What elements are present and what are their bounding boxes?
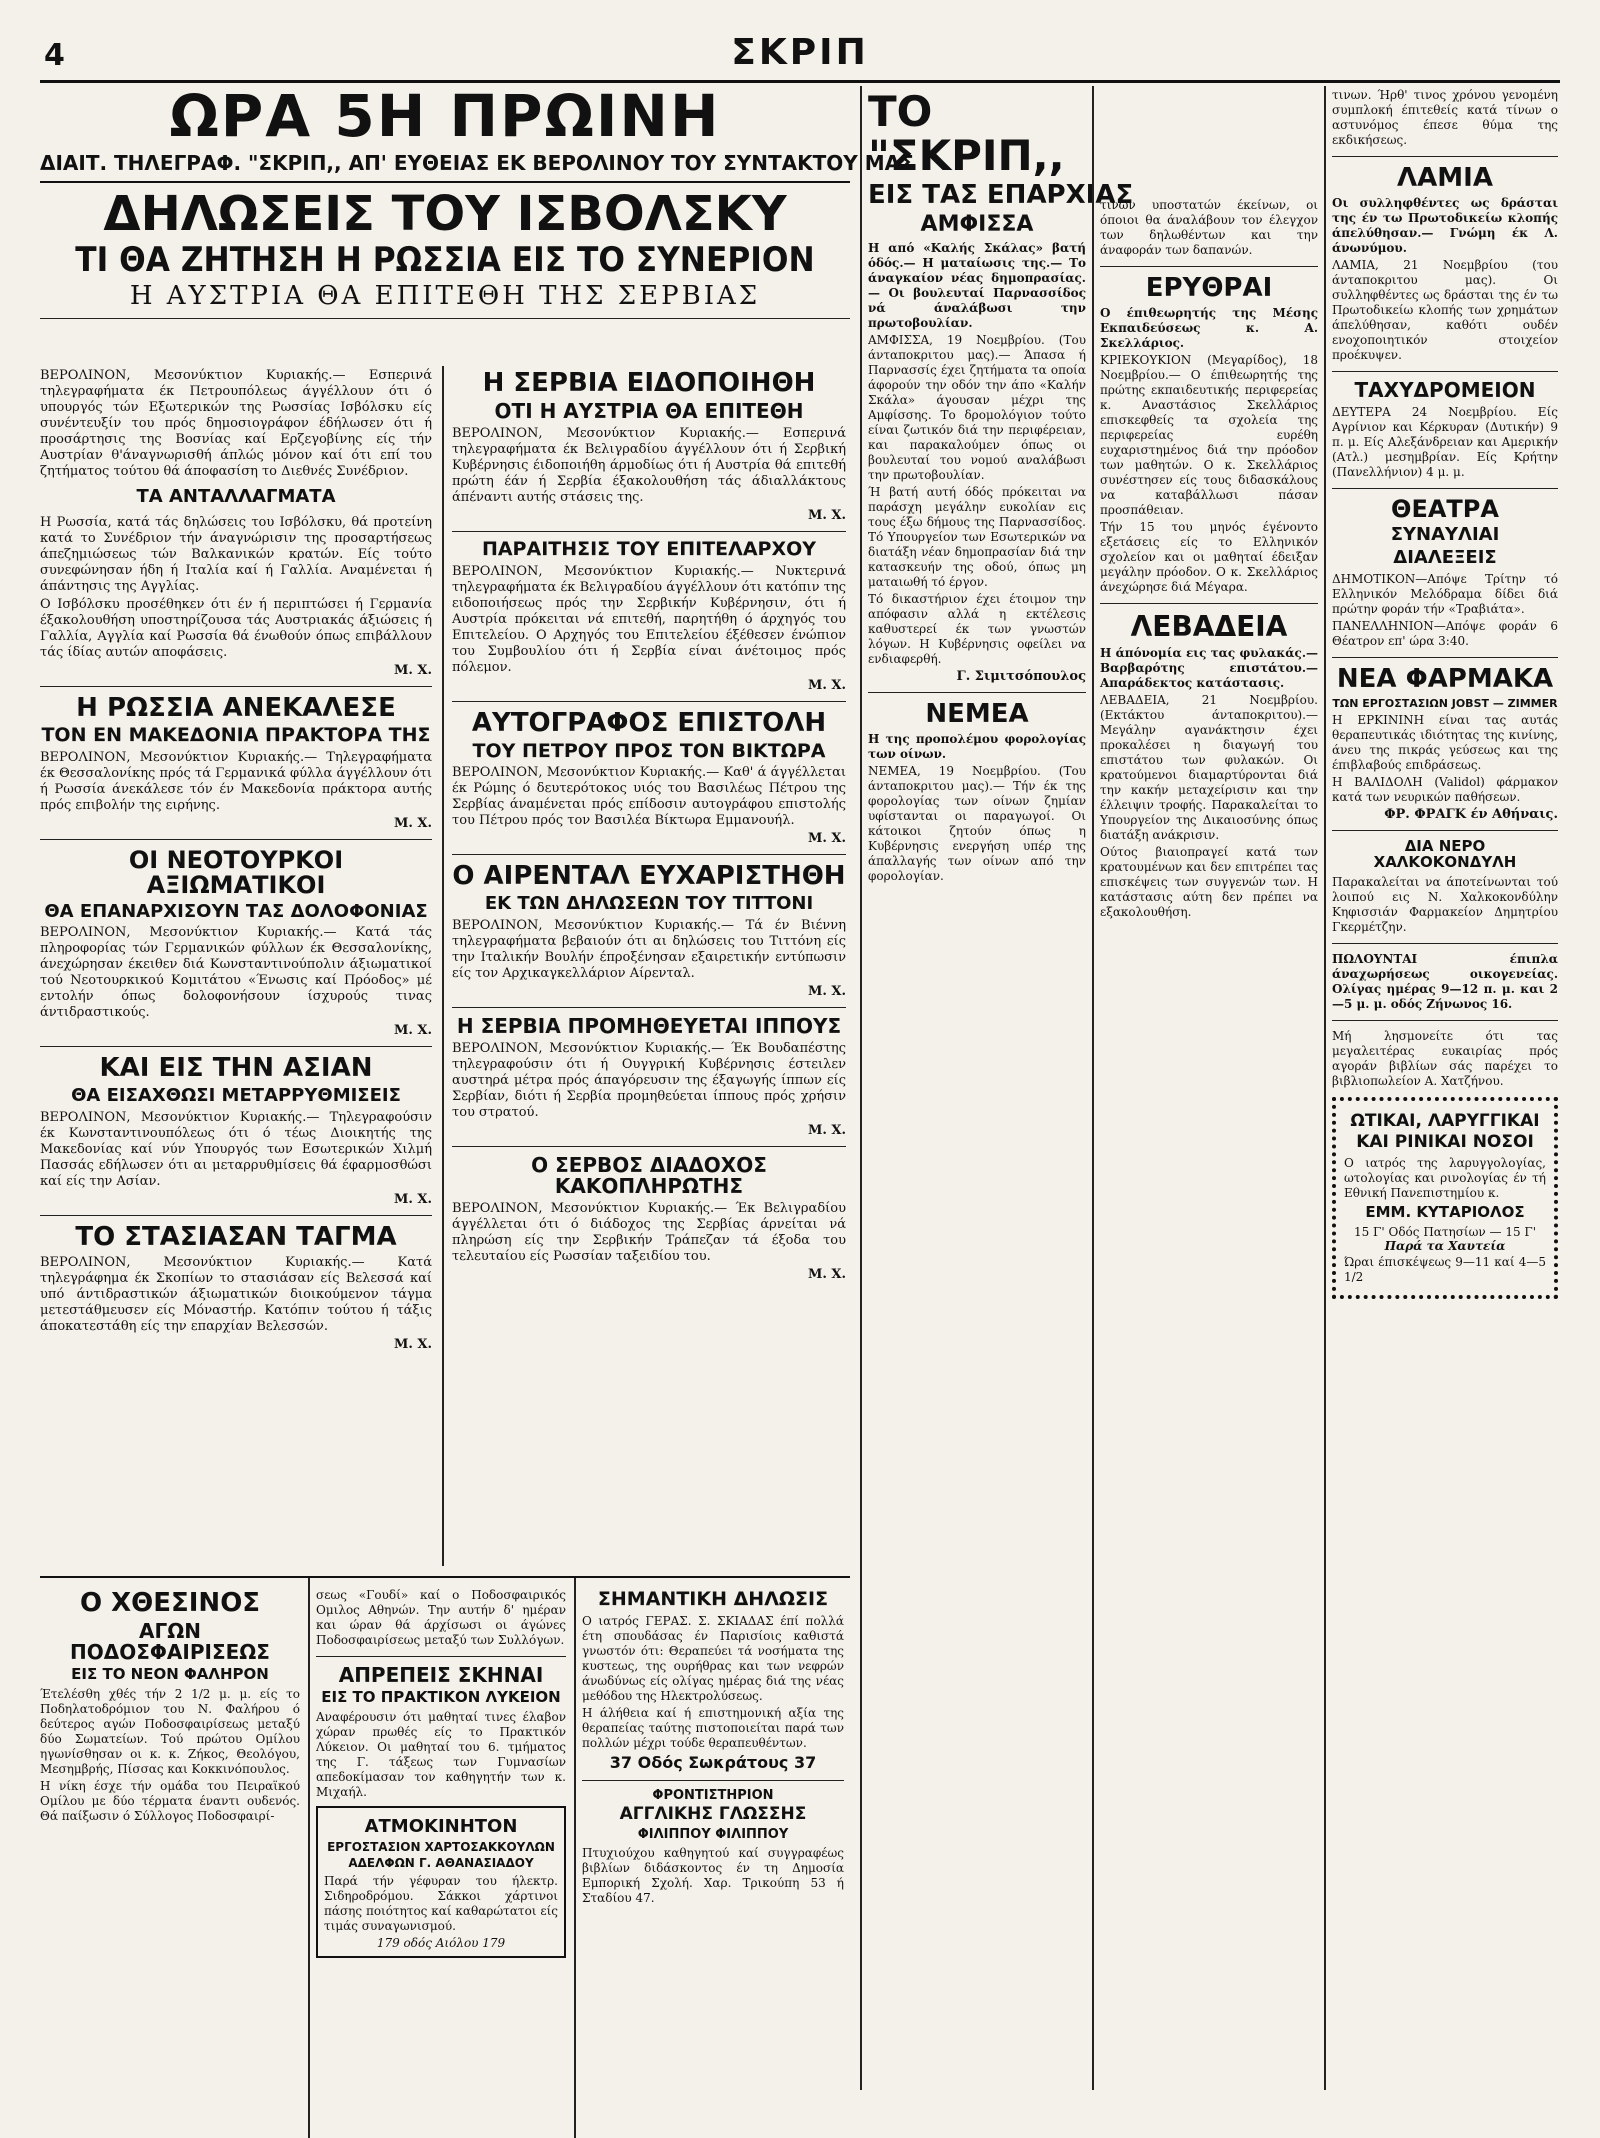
article-subhead: ΤΟΝ ΕΝ ΜΑΚΕΔΟΝΙΑ ΠΡΑΚΤΟΡΑ ΤΗΣ [41, 724, 431, 747]
lead-deck: Η ΑΥΣΤΡΙΑ ΘΑ ΕΠΙΤΕΘΗ ΤΗΣ ΣΕΡΒΙΑΣ [129, 280, 761, 311]
section-title: ΤΟ "ΣΚΡΙΠ,, [868, 87, 1065, 181]
dispatch-text: Τήν 15 του μηνός έγένοντο εξετάσεις είς το Ελληνικόν σχολείον και οι μαθηταί έδειξαν μεγάλην πρόοδον. Ο κ. Σκελλάριος άνεχώρησε διά Μέγαρα. [1100, 520, 1318, 595]
article-signature: Μ. Χ. [807, 1122, 846, 1138]
ent-doctor-ad [1332, 1097, 1558, 1299]
ad-doctor-name: ΕΜΜ. ΚΥΤΑΡΙΟΛΟΣ [1365, 1203, 1525, 1222]
ad-address: Παρά τα Χαυτεία [1384, 1239, 1506, 1254]
ad-title: ΑΤΜΟΚΙΝΗΤΟΝ [364, 1815, 518, 1837]
ad-address: 15 Γ' Οδός Πατησίων — 15 Γ' [1353, 1225, 1537, 1240]
article-headline: ΟΙ ΝΕΟΤΟΥΡΚΟΙ ΑΞΙΩΜΑΤΙΚΟΙ [128, 846, 344, 900]
ad-text: Παρακαλείται να άποτείνωνται τού λοιπού εις Ν. Χαλκοκονδύλην Κηφισσιάν Φαρμακείον Δημητρίου Γκερμέτζην. [1332, 874, 1558, 934]
dispatch-summary: Η της προπολέμου φορολογίας των οίνων. [868, 731, 1086, 761]
dispatch-place: ΛΕΒΑΔΕΙΑ [1130, 610, 1288, 644]
dispatch-summary: Η από «Καλής Σκάλας» βατή όδός.— Η ματαίωσις της.— Το άναγκαίον νέας δημοπρασίας.— Οι βουλευταί Παρνασσίδος νά άναλάβωσι την πρωτοβουλίαν. [868, 240, 1086, 330]
column-5 [1332, 86, 1558, 2090]
article-text: ΒΕΡΟΛΙΝΟΝ, Μεσονύκτιον Κυριακής.— Έκ Βουδαπέστης τηλεγραφούσιν ότι ή Ουγγρική Κυβέρνησις έστειλεν αυστηρά μέτρα πρός άπαγόρευσιν της έξαγωγής ίππων είς Σερβίαν, διότι ή Σερβία προμηθεύεται ίππους πρός χρήσιν του στρατού. [452, 1040, 846, 1120]
column-4 [1100, 86, 1318, 2090]
column-1 [40, 366, 432, 1352]
dispatch-text: Ούτος βιαιοπραγεί κατά των κρατουμένων και δεν επιτρέπει τας επισκέψεις των συγγενών των. Η κατάστασις αύτη δεν πρέπει να εξακολουθήση. [1100, 844, 1318, 919]
article-text: ΒΕΡΟΛΙΝΟΝ, Μεσονύκτιον Κυριακής.— Τηλεγραφήματα έκ Θεσσαλονίκης πρός τά Γερμανικά φύλλα άγγέλλουν ότι ή Ρωσσία άνεκάλεσε τόν έν Μακεδονία πράκτορα αυτής πρός επιβολήν της ειρήνης. [40, 750, 432, 814]
article-headline: Η ΡΩΣΣΙΑ ΑΝΕΚΑΛΕΣΕ [76, 692, 396, 723]
dispatch-summary: Ο έπιθεωρητής της Μέσης Εκπαιδεύσεως κ. Α. Σκελλάριος. [1100, 306, 1318, 351]
page-number: 4 [44, 38, 65, 73]
dispatch-text: τινων. Ήρθ' τινος χρόνου γενομένη συμπλοκή έπιτεθείς κατά τίνων ο αστυνόμος έπεσε θύμα της εκδικήσεως. [1332, 88, 1558, 147]
article-subhead: ΤΟΥ ΠΕΤΡΟΥ ΠΡΟΣ ΤΟΝ ΒΙΚΤΩΡΑ [472, 739, 826, 762]
ad-text: ΠΩΛΟΥΝΤΑΙ έπιπλα άναχωρήσεως οικογενείας. Ολίγας ημέρας 9—12 π. μ. και 2—5 μ. μ. οδός Ζήνωνος 16. [1332, 951, 1558, 1011]
ad-text: Ο ιατρός της λαρυγγολογίας, ωτολογίας και ρινολογίας έν τή Εθνική Πανεπιστημίου κ. [1344, 1156, 1546, 1201]
dispatch-text: Ή βατή αυτή όδός πρόκειται να παράσχη μεγάλην ευκολίαν εις τους έξω δήμους της Παρνασσίδος. Τό Υπουργείον των Εσωτερικών να διατάξη νέαν δημοπρασίαν διά την κατασκευήν της οδού, όπως μη ματαιωθή τό έργον. [868, 484, 1086, 589]
article-headline: ΚΑΙ ΕΙΣ ΤΗΝ ΑΣΙΑΝ [99, 1053, 373, 1084]
ad-title: ΦΡΟΝΤΙΣΤΗΡΙΟΝ [652, 1787, 774, 1803]
section-heading: ΤΑΧΥΔΡΟΜΕΙΟΝ [1354, 378, 1536, 403]
bottom-row [40, 1576, 850, 1950]
lead-divider [40, 318, 850, 319]
article-text: ΒΕΡΟΛΙΝΟΝ, Μεσονύκτιον Κυριακής.— Έκ Βελιγραδίου άγγέλλεται ότι ό διάδοχος της Σερβίας άρνείται νά πληρώση είς την Σερβικήν Τράπεζαν τά έξοδα του τελευταίου είς Ρωσσίαν ταξειδίου του. [452, 1200, 846, 1264]
dispatch-summary: Οι συλληφθέντες ως δράσται της έν τω Πρωτοδικείω κλοπής άπελύθησαν.— Γνώμη έκ Λ. άνωνύμου. [1332, 196, 1558, 256]
article-subhead: ΑΓΩΝ ΠΟΔΟΣΦΑΙΡΙΣΕΩΣ [70, 1619, 270, 1665]
article-signature: Μ. Χ. [807, 678, 846, 694]
article-text: Ο Ισβόλσκυ προσέθηκεν ότι έν ή περιπτώσει ή Γερμανία έξακολουθήση υποστηρίζουσα τάς Αυστριακάς άξιώσεις ή Γαλλία, Αγγλία καί Ρωσσία θά ένωθούν όπως επιβάλλουν τάς ίδίας αυτών αποφάσεις. [40, 596, 432, 660]
article-signature: Μ. Χ. [393, 1336, 432, 1352]
article-text: ΒΕΡΟΛΙΝΟΝ, Μεσονύκτιον Κυριακής.— Εσπερινά τηλεγραφήματα έκ Βελιγραδίου άγγέλλουν ότι ή Σερβική Κυβέρνησις έιδοποιήθη άρμοδίως ότι ή Αυστρία θά επιτεθή πρώτη έάν ή Σερβία έξακολουθήση τάς άδιαλλάκτους άπέναντι αυτής στάσεις της. [452, 426, 846, 506]
section-heading: ΘΕΑΤΡΑ [1391, 495, 1499, 524]
ad-company: ΑΔΕΛΦΩΝ Γ. ΑΘΑΝΑΣΙΑΔΟΥ [348, 1856, 534, 1871]
dispatch-text: ΛΕΒΑΔΕΙΑ, 21 Νοεμβρίου. (Εκτάκτου άνταποκριτου).— Μεγάλην αγανάκτησιν έχει προκαλέσει η διαγωγή του επιστάτου των φυλακών. Οι κρατούμενοι διαμαρτύρονται διά την κακήν μεταχείρισιν και την έλλειψιν τροφής. Παρακαλείται το Υπουργείον της Δικαιοσύνης όπως διατάξη ανάκρισιν. [1100, 692, 1318, 842]
article-text: ΒΕΡΟΛΙΝΟΝ, Μεσονύκτιον Κυριακής.— Τηλεγραφούσιν έκ Κωνσταντινουπόλεως ότι ό τέως Διοικητής της Μακεδονίας καί νύν Υπουργός των Εσωτερικών Χιλμή Πασσάς εδήλωσεν ότι αι μεταρρυθμίσεις θά έφαρμοσθώσι καί είς την Ασίαν. [40, 1109, 432, 1189]
ad-name: ΦΙΛΙΠΠΟΥ ΦΙΛΙΠΠΟΥ [637, 1827, 789, 1843]
article-subhead: ΘΑ ΕΙΣΑΧΘΩΣΙ ΜΕΤΑΡΡΥΘΜΙΣΕΙΣ [71, 1084, 401, 1106]
article-headline: Η ΣΕΡΒΙΑ ΕΙΔΟΠΟΙΗΘΗ [482, 368, 816, 398]
dispatch-text: τινων υποστατών έκείνων, οι όποιοι θα άναλάβουν τον έλεγχον των δηλωθέντων και την άναφοράν των δαπανών. [1100, 198, 1318, 257]
article-text: ΒΕΡΟΛΙΝΟΝ, Μεσονύκτιον Κυριακής.— Τά έν Βιέννη τηλεγραφήματα βεβαιούν ότι αι δηλώσεις του Τιττόνη είς την Ιταλικήν Βουλήν έπροξένησαν εξαιρετικήν εντύπωσιν είς τον Αρχικαγκελλάριον Αίρενταλ. [452, 917, 846, 981]
dispatch-place: ΑΜΦΙΣΣΑ [920, 212, 1034, 238]
doctor-ad [582, 1586, 844, 1908]
ad-title: ΩΤΙΚΑΙ, ΛΑΡΥΓΓΙΚΑΙ [1350, 1110, 1540, 1131]
article-subhead: ΕΙΣ ΤΟ ΝΕΟΝ ΦΑΛΗΡΟΝ [71, 1665, 269, 1684]
ad-title: ΔΙΑ ΝΕΡΟ ΧΑΛΚΟΚΟΝΔΥΛΗ [1373, 837, 1517, 871]
article-text: Έτελέσθη χθές τήν 2 1/2 μ. μ. είς το Ποδηλατοδρόμιον του Ν. Φαλήρου ό δεύτερος αγών Ποδοσφαιρίσεως μεταξύ δύο Σωματείων. Τού πρώτου Ομίλου ηγωνίσθησαν οι κ. κ. Ζήκος, Θεολόγου, Μεσημβρής, Πίσσας και Κοκκινόπουλος. [40, 1687, 300, 1777]
theatre-listing: ΠΑΝΕΛΛΗΝΙΟΝ—Απόψε φοράν 6 Θέατρον επ' ώρα 3:40. [1332, 619, 1558, 649]
article-signature: Μ. Χ. [393, 662, 432, 678]
article-subhead: ΟΤΙ Η ΑΥΣΤΡΙΑ ΘΑ ΕΠΙΤΕΘΗ [494, 399, 804, 424]
ad-text: Η ΒΑΛΙΔΟΛΗ (Validol) φάρμακον κατά των νευρικών παθήσεων. [1332, 775, 1558, 805]
ad-text: Πτυχιούχου καθηγητού καί συγγραφέως βιβλίων διδάσκοντος έν τη Δημοσία Εμπορική Σχολή. Χαρ. Τρικούπη 53 ή Σταδίου 47. [582, 1845, 844, 1905]
section-subtitle: ΕΙΣ ΤΑΣ ΕΠΑΡΧΙΑΣ [868, 180, 1134, 211]
article-text: σεως «Γουδί» καί ο Ποδοσφαιρικός Ομιλος Αθηνών. Την αυτήν δ' ημέραν και ώραν θά άρχίσωσι οι άγώνες Ποδοσφαιρίσεως μεταξύ των Συλλόγων. [316, 1588, 566, 1647]
article-headline: Η ΣΕΡΒΙΑ ΠΡΟΜΗΘΕΥΕΤΑΙ ΙΠΠΟΥΣ [456, 1013, 842, 1038]
column-3 [868, 86, 1134, 2090]
dispatch-place: ΛΑΜΙΑ [1397, 163, 1493, 193]
dispatch-text: Τό δικαστήριον έχει έτοιμον την απόφασιν αλλά η εκτέλεσις καθυστερεί έκ των γνωστών λόγων. Η Κυβέρνησις οφείλει να ενδιαφερθή. [868, 591, 1086, 666]
article-signature: Μ. Χ. [807, 508, 846, 524]
dispatch-text: ΛΑΜΙΑ, 21 Νοεμβρίου (του άνταποκριτου μας). Οι συλληφθέντες ως δράσται της έν τω Πρωτοδικείω κλοπής των χρημάτων άπελύθησαν, καθότι ουδέν ενοχοποιητικόν στοιχείον προέκυψεν. [1332, 258, 1558, 363]
article-text: Ο ιατρός ΓΕΡΑΣ. Σ. ΣΚΙΑΔΑΣ έπί πολλά έτη σπουδάσας έν Παρισίοις καθιστά γνωστόν ότι: Θεραπεύει τά νοσήματα της κυστεως, της ουρήθρας και των νεφρών άνωδύνως είς ολίγας ημέρας διά της νέας μεθόδου της Ηλεκτρολύσεως. [582, 1613, 844, 1703]
article-signature: Μ. Χ. [393, 1191, 432, 1207]
lead-banner: ΩΡΑ 5Η ΠΡΩΙΝΗ [169, 82, 721, 150]
lead-subheadline: ΤΙ ΘΑ ΖΗΤΗΣΗ Η ΡΩΣΣΙΑ ΕΙΣ ΤΟ ΣΥΝΕΡΙΟΝ [75, 240, 815, 281]
article-signature: Μ. Χ. [807, 1266, 846, 1282]
dispatch-signature: Γ. Σιμιτσόπουλος [956, 668, 1086, 684]
article-headline: ΑΠΡΕΠΕΙΣ ΣΚΗΝΑΙ [338, 1663, 544, 1687]
dispatch-text: ΚΡΙΕΚΟΥΚΙΟΝ (Μεγαρίδος), 18 Νοεμβρίου.— Ο έπιθεωρητής της πρώτης εκπαιδευτικής περιφερείας κ. Αναστάσιος Σκελλάριος επισκεφθείς τα σχολεία της περιφερείας ευρέθη ευχαριστημένος διά την πρόοδον των μαθητών. Ο κ. Σκελλάριος συνέστησεν είς τους διδασκάλους να καταβάλλωσι πάσαν προσπάθειαν. [1100, 353, 1318, 518]
masthead [40, 30, 1560, 83]
ad-address: 179 οδός Αιόλου 179 [376, 1935, 506, 1950]
article-text: Η νίκη έσχε τήν ομάδα του Πειραϊκού Ομίλου με δύο τέρματα έναντι ουδενός. Θά παίξωσιν ό Σύλλογος Ποδοσφαιρί- [40, 1779, 300, 1824]
theatre-listing: ΔΗΜΟΤΙΚΟΝ—Απόψε Τρίτην τό Ελληνικόν Μελόδραμα δίδει διά πρώτην φοράν τήν «Τραβιάτα». [1332, 572, 1558, 617]
ad-address: 37 Οδός Σωκράτους 37 [609, 1752, 817, 1772]
lyceum-article [316, 1586, 566, 1964]
ad-subtitle: ΤΩΝ ΕΡΓΟΣΤΑΣΙΩΝ JOBST — ZIMMER [1332, 696, 1558, 710]
article-subhead: ΕΚ ΤΩΝ ΔΗΛΩΣΕΩΝ ΤΟΥ ΤΙΤΤΟΝΙ [484, 892, 814, 914]
column-2 [452, 366, 846, 1282]
article-subhead: ΤΑ ΑΝΤΑΛΛΑΓΜΑΤΑ [136, 486, 336, 507]
article-text: Αναφέρουσιν ότι μαθηταί τινες έλαβον χώραν πρωθές είς το Πρακτικόν Λύκειον. Οι μαθηταί του 6. τμήματος της Γ. τάξεως των Γυμνασίων απεδοκίμασαν τον καθηγητήν των κ. Μιχαήλ. [316, 1709, 566, 1799]
dispatch-place: ΕΡΥΘΡΑΙ [1145, 273, 1273, 303]
article-headline: Ο ΧΘΕΣΙΝΟΣ [79, 1588, 261, 1618]
article-headline: Ο ΣΕΡΒΟΣ ΔΙΑΔΟΧΟΣ ΚΑΚΟΠΛΗΡΩΤΗΣ [531, 1152, 767, 1198]
dispatch-summary: Η άπόνομία εις τας φυλακάς.— Βαρβαρότης επιστάτου.— Απαράδεκτος κατάστασις. [1100, 645, 1318, 690]
article-headline: Ο ΑΙΡΕΝΤΑΛ ΕΥΧΑΡΙΣΤΗΘΗ [452, 861, 846, 892]
ad-text: Μή λησμονείτε ότι τας μεγαλειτέρας ευκαιρίας πρός αγοράν βιβλίων σάς παρέχει το βιβλιοπωλείον Α. Χατζήνου. [1332, 1028, 1558, 1088]
ad-title: ΝΕΑ ΦΑΡΜΑΚΑ [1336, 664, 1554, 695]
ad-signature: ΦΡ. ΦΡΑΓΚ έν Αθήναις. [1384, 807, 1558, 823]
football-article [40, 1586, 300, 1826]
ad-subtitle: ΑΓΓΛΙΚΗΣ ΓΛΩΣΣΗΣ [619, 1804, 807, 1825]
ad-hours: Ώραι έπισκέψεως 9—11 καί 4—5 1/2 [1344, 1255, 1546, 1285]
section-subheading: ΔΙΑΛΕΞΕΙΣ [1393, 547, 1497, 569]
article-signature: Μ. Χ. [807, 831, 846, 847]
lead-telegraph: ΔΙΑΙΤ. ΤΗΛΕΓΡΑΦ. "ΣΚΡΙΠ,, ΑΠ' ΕΥΘΕΙΑΣ ΕΚ ΒΕΡΟΛΙΝΟΥ ΤΟΥ ΣΥΝΤΑΚΤΟΥ ΜΑΣ [40, 151, 850, 183]
ad-text: Παρά τήν γέφυραν του ήλεκτρ. Σιδηροδρόμου. Σάκκοι χάρτινοι πάσης ποιότητος καί καθαρώτατοι είς τιμάς συναγωνισμού. [324, 1873, 558, 1933]
article-headline: ΑΥΤΟΓΡΑΦΟΣ ΕΠΙΣΤΟΛΗ [471, 708, 827, 739]
newspaper-page [40, 30, 1560, 2090]
ad-title: ΚΑΙ ΡΙΝΙΚΑΙ ΝΟΣΟΙ [1356, 1132, 1534, 1153]
factory-ad [316, 1806, 566, 1958]
paper-name: ΣΚΡΙΠ [731, 32, 869, 73]
article-text: ΒΕΡΟΛΙΝΟΝ, Μεσονύκτιον Κυριακής.— Εσπερινά τηλεγραφήματα έκ Πετρουπόλεως άγγέλλουν ότι ό υπουργός τών Εξωτερικών της Ρωσσίας Ισβόλσκυ είς συνέντευξίν του πρός δημοσιογράφον έδήλωσεν ότι ή προσάρτησις της Βοσνίας καί Ερζεγοβίνης είς τήν Αυστρίαν θ'άναγνωρισθή άπλώς μόνον καί ότι επί του ζητήματος τούτου θά άποφασίση το Διεθνές Συνέδριον. [40, 368, 432, 479]
article-text: ΒΕΡΟΛΙΝΟΝ, Μεσονύκτιον Κυριακής.— Νυκτερινά τηλεγραφήματα έκ Βελιγραδίου άγγέλλουν ότι κατόπιν της ειδοποιήσεως πρός την Σερβικήν Κυβέρνησιν, ότι ή Αυστρία πρόκειται νά επιτεθή, παρητήθη ό άρχηγός του Επιτελείου. Ο Αρχηγός του Επιτελείου έξέθεσεν ένώπιον του Συμβουλίου ότι ή Σερβία είναι άνέτοιμος πρός πόλεμον. [452, 564, 846, 676]
lead-headline: ΔΗΛΩΣΕΙΣ ΤΟΥ ΙΣΒΟΛΣΚΥ [103, 185, 787, 242]
ad-text: Η ΕΡΚΙΝΙΝΗ είναι τας αυτάς θεραπευτικάς ιδιότητας της κινίνης, άνευ της πικράς γεύσεως και της έπιβλαβούς επιδράσεως. [1332, 713, 1558, 773]
article-text: ΒΕΡΟΛΙΝΟΝ, Μεσονύκτιον Κυριακής.— Κατά τηλεγράφημα έκ Σκοπίων το στασιάσαν είς Βελεσσά καί υπό άντιδραστικών άξιωματικών διοικούμενον τάγμα μετεστάθμευσεν είς Μόναστήρ. Κατόπιν τούτου ή τάξις άποκατεστάθη είς την επαρχίαν Βελεσσών. [40, 1254, 432, 1334]
article-text: Η άλήθεια καί ή επιστημονική αξία της θεραπείας ταύτης πιστοποιείται παρά των πολλών μέχρι τούδε θεραπευθέντων. [582, 1705, 844, 1750]
article-headline: ΠΑΡΑΙΤΗΣΙΣ ΤΟΥ ΕΠΙΤΕΛΑΡΧΟΥ [481, 538, 817, 561]
article-signature: Μ. Χ. [393, 816, 432, 832]
article-subhead: ΘΑ ΕΠΑΝΑΡΧΙΣΟΥΝ ΤΑΣ ΔΟΛΟΦΟΝΙΑΣ [44, 900, 428, 922]
ad-subtitle: ΕΡΓΟΣΤΑΣΙΟΝ ΧΑΡΤΟΣΑΚΚΟΥΛΩΝ [327, 1839, 555, 1854]
article-text: Η Ρωσσία, κατά τάς δηλώσεις του Ισβόλσκυ, θά προτείνη κατά το Συνέδριον τήν άναγνώρισιν της προσαρτήσεως άπεζημιώσεως τών Βαλκανικών κρατών. Είς τούτο συνεφώνησαν ήδη ή Ιταλία καί ή Γαλλία. Αναμένεται ή άπάντησις της Αγγλίας. [40, 514, 432, 594]
section-subheading: ΣΥΝΑΥΛΙΑΙ [1390, 524, 1500, 546]
article-subhead: ΕΙΣ ΤΟ ΠΡΑΚΤΙΚΟΝ ΛΥΚΕΙΟΝ [321, 1688, 561, 1706]
dispatch-text: ΝΕΜΕΑ, 19 Νοεμβρίου. (Του άνταποκριτου μας).— Τήν έκ της φορολογίας των οίνων ζημίαν υφίστανται οι παραγωγοί. Οι κάτοικοι ζητούν όπως η Κυβέρνησις ενεργήση υπέρ της άπαλλαγής των οίνων από την φορολογίαν. [868, 763, 1086, 883]
article-headline: ΤΟ ΣΤΑΣΙΑΣΑΝ ΤΑΓΜΑ [75, 1221, 397, 1252]
article-signature: Μ. Χ. [393, 1023, 432, 1039]
article-text: ΒΕΡΟΛΙΝΟΝ, Μεσονύκτιον Κυριακής.— Καθ' ά άγγέλλεται έκ Ρώμης ό δευτερότοκος υιός του Βασιλέως Πέτρου της Σερβίας άναμένεται πρός επίδοσιν αυτογράφου επιστολής του Πέτρου πρός τον Βασιλέα Βίκτωρα Εμμανουήλ. [452, 765, 846, 829]
article-headline: ΣΗΜΑΝΤΙΚΗ ΔΗΛΩΣΙΣ [597, 1588, 829, 1610]
article-signature: Μ. Χ. [807, 983, 846, 999]
dispatch-place: ΝΕΜΕΑ [925, 698, 1029, 729]
post-schedule: ΔΕΥΤΕΡΑ 24 Νοεμβρίου. Είς Αγρίνιον και Κέρκυραν (Δυτικήν) 9 π. μ. Είς Αλεξάνδρειαν και Αμερικήν (Ατλ.) μεσημβρίαν. Είς Κρήτην (Πανελλήνιον) 4 μ. μ. [1332, 405, 1558, 480]
left-block [40, 82, 914, 2090]
article-text: ΒΕΡΟΛΙΝΟΝ, Μεσονύκτιον Κυριακής.— Κατά τάς πληροφορίας τών Γερμανικών φύλλων έκ Θεσσαλονίκης, άνεχώρησαν έκειθεν διά Κωνσταντινούπολιν άξιωματικοί τού Νεοτουρκικού Κομιτάτου «Ένωσις καί Πρόοδος» μέ εντολήν όπως δολοφονήσουν ίσχυρούς τινας άντιδραστικούς. [40, 925, 432, 1021]
dispatch-text: ΑΜΦΙΣΣΑ, 19 Νοεμβρίου. (Του άνταποκριτου μας).— Άπασα ή Παρνασσίς έχει ζητήματα τα οποία άφορούν την οδόν την άπο «Καλήν Σκάλα» άγουσαν μέχρι της Αμφίσσης. Το δρομολόγιον τούτο είναι ζωτικόν διά την περιφέρειαν, και παρακαλούμεν όπως οι βουλευταί του νομού αναλάβωσι την πρωτοβουλίαν. [868, 332, 1086, 482]
